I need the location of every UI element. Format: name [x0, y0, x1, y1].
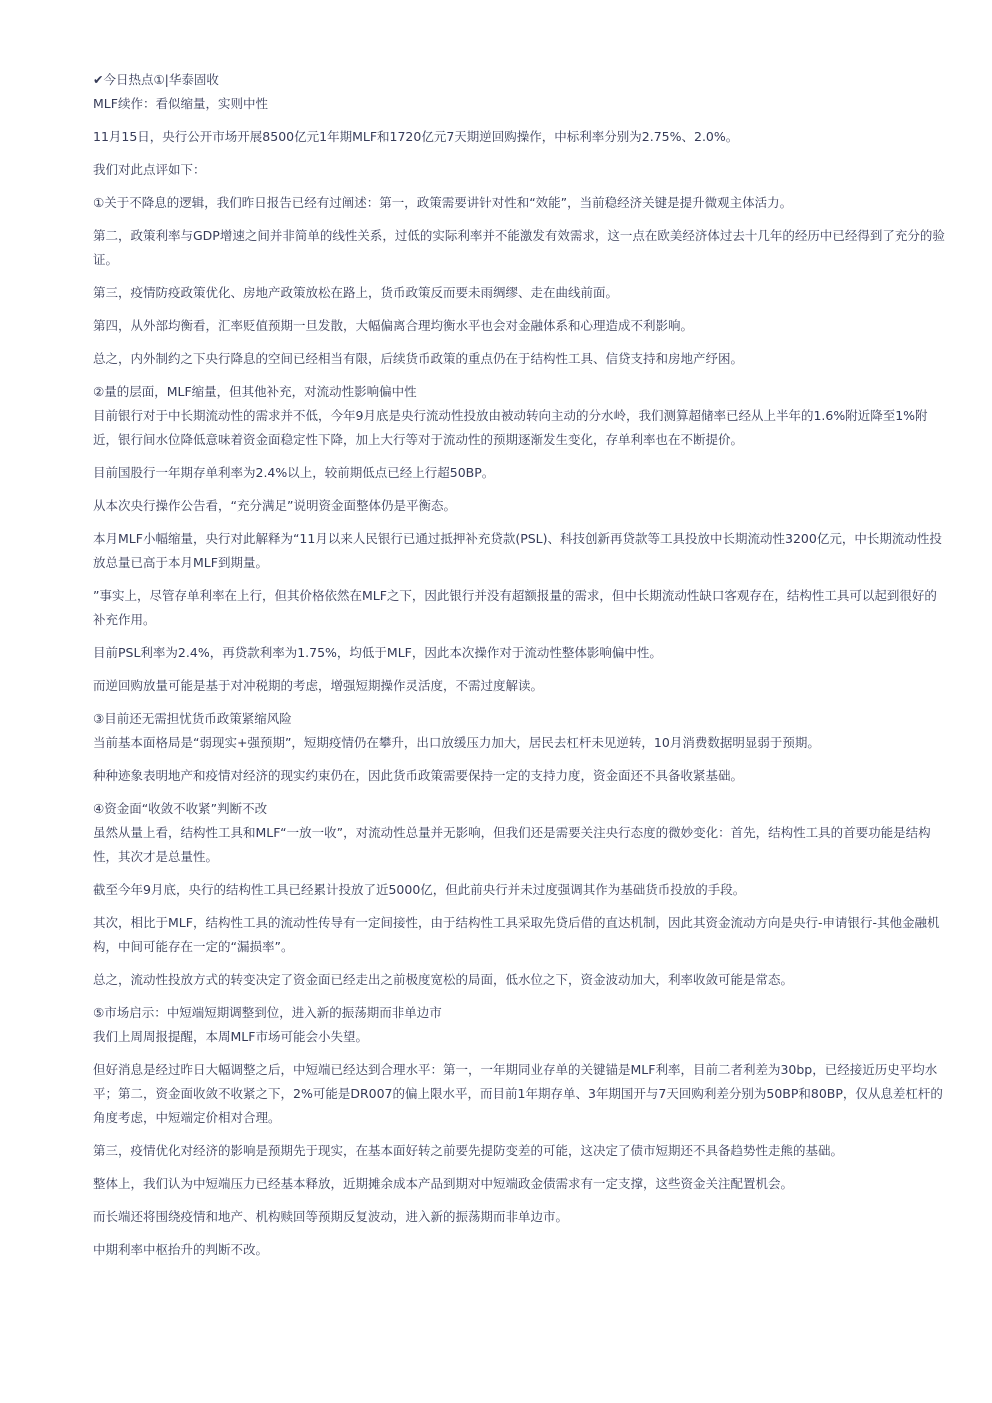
paragraph: 第三，疫情优化对经济的影响是预期先于现实，在基本面好转之前要先提防变差的可能，这决定了债市短期还不具备趋势性走熊的基础。 [93, 1143, 844, 1158]
paragraph: 11月15日，央行公开市场开展8500亿元1年期MLF和1720亿元7天期逆回购操作，中标利率分别为2.75%、2.0%。 [93, 129, 739, 144]
paragraph: 目前PSL利率为2.4%，再贷款利率为1.75%，均低于MLF，因此本次操作对于流动性整体影响偏中性。 [93, 645, 662, 660]
paragraph: 虽然从量上看，结构性工具和MLF“一放一收”，对流动性总量并无影响，但我们还是需要关注央行态度的微妙变化：首先，结构性工具的首要功能是结构性，其次才是总量性。 [93, 825, 931, 864]
paragraph: 我们对此点评如下： [93, 162, 206, 177]
section-heading: ⑤市场启示：中短端短期调整到位，进入新的振荡期而非单边市 [93, 1005, 442, 1020]
paragraph: 截至今年9月底，央行的结构性工具已经累计投放了近5000亿，但此前央行并未过度强调其作为基础货币投放的手段。 [93, 882, 746, 897]
article-subtitle: MLF续作：看似缩量，实则中性 [93, 96, 268, 111]
article-title: ✔今日热点①|华泰固收 [93, 72, 219, 87]
paragraph: 种种迹象表明地产和疫情对经济的现实约束仍在，因此货币政策需要保持一定的支持力度，资金面还不具备收紧基础。 [93, 768, 744, 783]
paragraph: 但好消息是经过昨日大幅调整之后，中短端已经达到合理水平：第一，一年期同业存单的关键锚是MLF利率，目前二者利差为30bp，已经接近历史平均水平；第二，资金面收敛不收紧之下，2%可能是DR007的偏上限水平，而目前1年期存单、3年期国开与7天回购利差分别为50BP和80BP，仅从息差杠杆的角度考虑，中短端定价相对合理。 [93, 1062, 943, 1125]
section-heading: ②量的层面，MLF缩量，但其他补充，对流动性影响偏中性 [93, 384, 417, 399]
section-heading: ③目前还无需担忧货币政策紧缩风险 [93, 711, 292, 726]
paragraph: 第三，疫情防疫政策优化、房地产政策放松在路上，货币政策反而要未雨绸缪、走在曲线前面。 [93, 285, 619, 300]
paragraph: 而逆回购放量可能是基于对冲税期的考虑，增强短期操作灵活度，不需过度解读。 [93, 678, 544, 693]
paragraph: 中期利率中枢抬升的判断不改。 [93, 1242, 269, 1257]
paragraph: ”事实上，尽管存单利率在上行，但其价格依然在MLF之下，因此银行并没有超额报量的需求，但中长期流动性缺口客观存在，结构性工具可以起到很好的补充作用。 [93, 588, 937, 627]
paragraph: 总之，内外制约之下央行降息的空间已经相当有限，后续货币政策的重点仍在于结构性工具、信贷支持和房地产纾困。 [93, 351, 744, 366]
paragraph: 而长端还将围绕疫情和地产、机构赎回等预期反复波动，进入新的振荡期而非单边市。 [93, 1209, 569, 1224]
paragraph: 当前基本面格局是“弱现实+强预期”，短期疫情仍在攀升，出口放缓压力加大，居民去杠杆未见逆转，10月消费数据明显弱于预期。 [93, 735, 820, 750]
paragraph: 从本次央行操作公告看，“充分满足”说明资金面整体仍是平衡态。 [93, 498, 456, 513]
paragraph: 第二，政策利率与GDP增速之间并非简单的线性关系，过低的实际利率并不能激发有效需求，这一点在欧美经济体过去十几年的经历中已经得到了充分的验证。 [93, 228, 945, 267]
section-heading: ④资金面“收敛不收紧”判断不改 [93, 801, 268, 816]
paragraph: 目前国股行一年期存单利率为2.4%以上，较前期低点已经上行超50BP。 [93, 465, 495, 480]
paragraph: 其次，相比于MLF，结构性工具的流动性传导有一定间接性，由于结构性工具采取先贷后借的直达机制，因此其资金流动方向是央行-申请银行-其他金融机构，中间可能存在一定的“漏损率”。 [93, 915, 940, 954]
paragraph: 整体上，我们认为中短端压力已经基本释放，近期摊余成本产品到期对中短端政金债需求有一定支撑，这些资金关注配置机会。 [93, 1176, 794, 1191]
paragraph: 总之，流动性投放方式的转变决定了资金面已经走出之前极度宽松的局面，低水位之下，资金波动加大，利率收敛可能是常态。 [93, 972, 794, 987]
paragraph: 目前银行对于中长期流动性的需求并不低，今年9月底是央行流动性投放由被动转向主动的分水岭，我们测算超储率已经从上半年的1.6%附近降至1%附近，银行间水位降低意味着资金面稳定性下降，加上大行等对于流动性的预期逐渐发生变化，存单利率也在不断提价。 [93, 408, 928, 447]
paragraph: 我们上周周报提醒，本周MLF市场可能会小失望。 [93, 1029, 368, 1044]
paragraph: ①关于不降息的逻辑，我们昨日报告已经有过阐述：第一，政策需要讲针对性和“效能”，当前稳经济关键是提升微观主体活力。 [93, 195, 793, 210]
paragraph: 本月MLF小幅缩量，央行对此解释为“11月以来人民银行已通过抵押补充贷款(PSL)、科技创新再贷款等工具投放中长期流动性3200亿元，中长期流动性投放总量已高于本月MLF到期量。 [93, 531, 942, 570]
paragraph: 第四，从外部均衡看，汇率贬值预期一旦发散，大幅偏离合理均衡水平也会对金融体系和心理造成不利影响。 [93, 318, 694, 333]
article [93, 68, 949, 1271]
